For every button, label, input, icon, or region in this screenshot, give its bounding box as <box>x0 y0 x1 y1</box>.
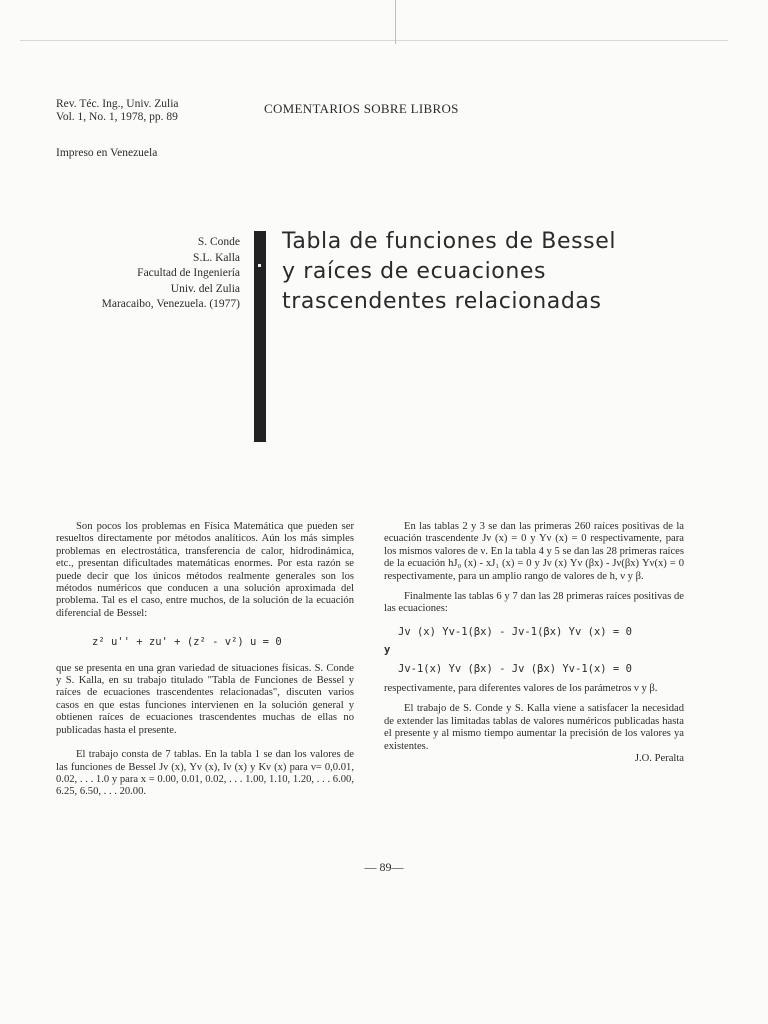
book-title <box>282 227 616 317</box>
title-line: y raíces de ecuaciones <box>282 259 547 284</box>
author-name: S. Conde <box>197 236 240 248</box>
author-block <box>102 235 240 313</box>
equation-1: Jv (x) Yv-1(βx) - Jv-1(βx) Yv (x) = 0 <box>398 625 632 638</box>
author-name: S.L. Kalla <box>193 251 240 264</box>
title-bar-decoration <box>254 231 266 442</box>
right-column <box>384 521 684 766</box>
scan-edge-line <box>20 40 728 41</box>
equation-2: Jv-1(x) Yv (βx) - Jv (βx) Yv-1(x) = 0 <box>398 662 632 675</box>
paragraph: El trabajo consta de 7 tablas. En la tabla 1 se dan los valores de las funciones de Bessel Jν (x), Yν (x), Iν (x) y Kν (x) para ν= 0,0.01, 0.02, . . . 1.0 y para x = 0.00, 0.01, 0.02, . . . 1.00, 1.10, 1.20, . . . 6.00, 6.25, 6.50, . . . 20.00. <box>56 749 354 798</box>
journal-citation <box>56 98 179 124</box>
bessel-equation: z² u'' + zu' + (z² - v²) u = 0 <box>92 636 282 649</box>
journal-line-1: Rev. Téc. Ing., Univ. Zulia <box>56 98 179 110</box>
paragraph: Finalmente las tablas 6 y 7 dan las 28 primeras raíces positivas de las ecuaciones: <box>384 591 684 615</box>
printed-in: Impreso en Venezuela <box>56 147 158 159</box>
equation-conjunction: y <box>384 644 391 657</box>
paragraph: que se presenta en una gran variedad de situaciones físicas. S. Conde y S. Kalla, en su trabajo titulado "Tabla de Funciones de Bessel y raíces de ecuaciones trascendentes relacionadas", discuten varios casos en que estas funciones intervienen en la solución general y obtienen raíces de ecuaciones trascendentes muchas de ellas no publicadas hasta el presente. <box>56 662 354 736</box>
left-column <box>56 521 354 799</box>
author-affiliation: Univ. del Zulia <box>170 282 240 295</box>
title-line: trascendentes relacionadas <box>282 289 602 314</box>
section-heading: COMENTARIOS SOBRE LIBROS <box>264 101 459 116</box>
reviewer-signature: J.O. Peralta <box>634 753 684 765</box>
paragraph: respectivamente, para diferentes valores de los parámetros ν y β. <box>384 683 658 695</box>
page-number: — 89— <box>364 860 404 874</box>
journal-line-2: Vol. 1, No. 1, 1978, pp. 89 <box>56 111 178 123</box>
bar-dot-decoration <box>258 264 261 267</box>
paragraph: Son pocos los problemas en Física Matemática que pueden ser resueltos directamente por métodos analíticos. Aún los más simples problemas en electrostática, transferencia de calor, hidrodinámica, etc., presentan dificultades matemáticas enormes. Por esta razón se puede decir que los únicos métodos realmente generales son los métodos numéricos que conducen a una solución aproximada del problema. Tal es el caso, entre muchos, de la solución de la ecuación diferencial de Bessel: <box>56 521 354 619</box>
author-affiliation: Facultad de Ingeniería <box>137 267 240 279</box>
paragraph: El trabajo de S. Conde y S. Kalla viene a satisfacer la necesidad de extender las limitadas tablas de valores numéricos publicadas hasta el presente y al mismo tiempo aumentar la precisión de los valores ya existentes. <box>384 703 684 752</box>
author-location: Maracaibo, Venezuela. (1977) <box>101 298 240 310</box>
scan-fold-line <box>395 0 396 44</box>
paragraph: En las tablas 2 y 3 se dan las primeras 260 raíces positivas de la ecuación trascendente Jν (x) = 0 y Yν (x) = 0 respectivamente, para los mismos valores de ν. En la tabla 4 y 5 se dan las 28 primeras raíces de la ecuación hJ₀ (x) - xJ₁ (x) = 0 y Jν (x) Yν (βx) - Jν(βx) Yν(x) = 0 respectivamente, para un amplio rango de valores de h, ν y β. <box>384 521 684 582</box>
title-line: Tabla de funciones de Bessel <box>282 229 617 254</box>
